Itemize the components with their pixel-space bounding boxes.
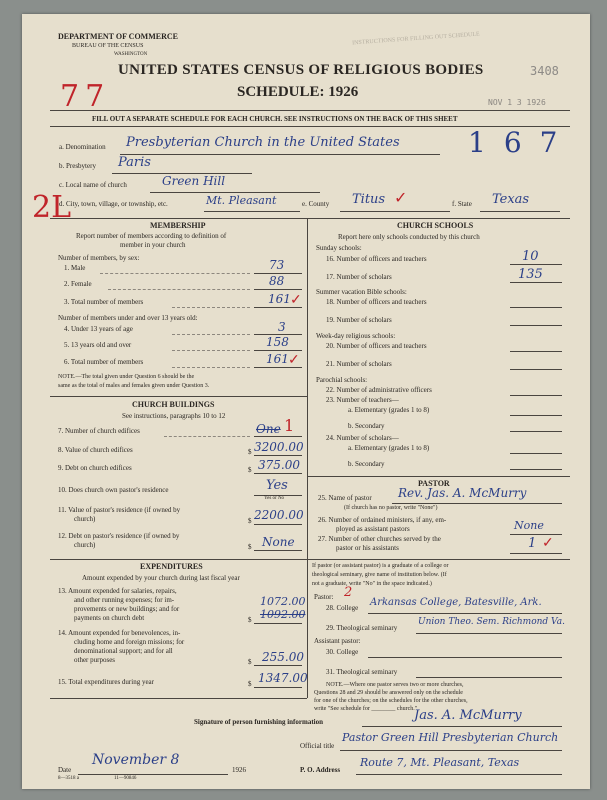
q9-label: 9. Debt on church edifices [58, 464, 132, 472]
q3-label: 3. Total number of members [64, 298, 144, 306]
census-form: DEPARTMENT OF COMMERCE BUREAU OF THE CENSUS WASHINGTON INSTRUCTIONS FOR FILLING OUT SCHEDULE 3408 UNITED STATES CENSUS OF RELIGIOUS BODIES 77 SCHEDULE: 1926 NOV 1 3 1926 FILL OUT A SEPARATE SCHEDULE FOR EACH CHURCH. SEE INSTRUCTIONS ON THE BACK OF THIS SHEET 2L a. Denomination Presbyterian Church in the United States 167 b. Presbytery Paris c. Local name of church Green Hill d. City, town, village, or township, etc. Mt. Pleasant e. County Titus ✓ f. State Texas MEMBERSHIP Report number of members according to definition of member in your church Number of members, by sex: 1. Male 73 2. Female 88 3. Total number of members 161 ✓ Number of members under and over 13 years old: 4. Under 13 years of age 3 5. 13 years old and over 158 6. Total number of members 161 ✓ NOTE.—The total given under Question 6 should be the same as the total of males and females given under Question 3. CHURCH BUILDINGS See instructions, paragraphs 10 to 12 7. Number of church edifices One 1 8. Value of church edifices $ 3200.00 9. Debt on church edifices $ 375.00 10. Does church own pastor's residence Yes Yes or No 11. Value of pastor's residence (if owned by church) $ 2200.00 12. Debt on pastor's residence (if owned by church) $ None EXPENDITURES Amount expended by your church during last fiscal year 13. Amount expended for salaries, repairs, and other running expenses; for im- provements or new buildings; and for payments on church debt 1072.00 $ 1092.00 14. Amount expended for benevolences, in- cluding home and foreign missions; for denominational support; and for all other purposes $ 255.00 15. Total expenditures during year $ 1347.00 CHURCH SCHOOLS Report here only schools conducted by this church Sunday schools: 16. Number of officers and teachers 10 17. Number of scholars 135 Summer vacation Bible schools: 18. Number of officers and teachers 19. Number of scholars Week-day religious schools: 20. Number of officers and teachers 21. Number of scholars Parochial schools: 22. Number of administrative officers 23. Number of teachers— a. Elementary (grades 1 to 8) b. Secondary 24. Number of scholars— a. Elementary (grades 1 to 8) b. Secondary PASTOR 25. Name of pastor Rev. Jas. A. McMurry (If church has no pastor, write "None") 26. Number of ordained ministers, if any, em- ployed as assistant pastors None 27. Number of other churches served by the pastor or his assistants 1 ✓ If pastor (or assistant pastor) is a graduate of a college or theological seminary, give name of institution below. (If not a graduate, write "No" in the space indicated.) Pastor: 2 28. College Arkansas College, Batesville, Ark. 29. Theological seminary Union Theo. Sem. Richmond Va. Assistant pastor: 30. College 31. Theological seminary NOTE.—Where one pastor serves two or more churches, Questions 28 and 29 should be answered only on the schedule for one of the churches; on the schedules for the other churches, write "See schedule for ________ church." Signature of person furnishing information Jas. A. McMurry Official title Pastor Green Hill Presbyterian Church Date November 8 1926 P. O. Address Route 7, Mt. Pleasant, Texas 8—3518 a 11—90846 [22, 14, 590, 789]
q27-label-1: 27. Number of other churches served by the [318, 535, 441, 543]
q4-value[interactable]: 3 [278, 320, 286, 334]
pastor-sub-label: Pastor: [314, 593, 334, 601]
presbytery-label: b. Presbytery [59, 162, 96, 170]
pastor-instruction-1: If pastor (or assistant pastor) is a graduate of a college or [312, 563, 449, 569]
pastor-mark: 2 [344, 585, 353, 600]
schools-intro: Report here only schools conducted by this church [338, 233, 480, 241]
q14-label-2: cluding home and foreign missions; for [74, 638, 185, 646]
membership-intro-1: Report number of members according to definition of [76, 232, 227, 240]
official-title-label: Official title [300, 742, 335, 750]
schools-title: CHURCH SCHOOLS [397, 221, 474, 230]
q27-label-2: pastor or his assistants [336, 544, 399, 552]
city-label-field: d. City, town, village, or township, etc. [59, 200, 168, 208]
schedule-title: SCHEDULE: 1926 [237, 84, 359, 100]
q24-label: 24. Number of scholars— [326, 434, 399, 442]
membership-note-2: same as the total of males and females given under Question 3. [58, 383, 210, 389]
q23b-label: b. Secondary [348, 422, 385, 430]
q13-label-3: provements or new buildings; and for [74, 605, 180, 613]
local-name-value[interactable]: Green Hill [162, 174, 226, 188]
year-value: 1926 [232, 766, 246, 774]
q15-label: 15. Total expenditures during year [58, 678, 154, 686]
q13-value-struck: 1072.00 [260, 595, 306, 608]
county-label: e. County [302, 200, 330, 208]
q25-label: 25. Name of pastor [318, 494, 372, 502]
q1-label: 1. Male [64, 264, 86, 272]
q11-label-2: church) [74, 515, 96, 523]
q6-label: 6. Total number of members [64, 358, 144, 366]
membership-title: MEMBERSHIP [150, 221, 206, 230]
assistant-label: Assistant pastor: [314, 637, 361, 645]
q28-value[interactable]: Arkansas College, Batesville, Ark. [370, 597, 542, 608]
expenditures-title: EXPENDITURES [140, 562, 203, 571]
q28-label: 28. College [326, 604, 359, 612]
q6-value[interactable]: 161 [266, 352, 289, 366]
q12-label-1: 12. Debt on pastor's residence (if owned by [58, 532, 180, 540]
check-mark-icon: ✓ [290, 293, 302, 308]
q5-value[interactable]: 158 [266, 335, 289, 349]
q25-value[interactable]: Rev. Jas. A. McMurry [398, 486, 527, 500]
form-code: 8—3518 a [58, 776, 79, 781]
q9-value[interactable]: 375.00 [258, 458, 300, 472]
q7-label: 7. Number of church edifices [58, 427, 140, 435]
q13-value[interactable]: 1092.00 [260, 608, 306, 621]
denomination-value[interactable]: Presbyterian Church in the United States [126, 135, 400, 150]
membership-note-1: NOTE.—The total given under Question 6 should be the [58, 374, 195, 380]
q1-value[interactable]: 73 [269, 258, 285, 272]
form-number: 3408 [530, 64, 559, 78]
vacation-label: Summer vacation Bible schools: [316, 288, 407, 296]
q5-label: 5. 13 years old and over [64, 341, 132, 349]
q26-label-2: ployed as assistant pastors [336, 525, 410, 533]
signature-value[interactable]: Jas. A. McMurry [414, 708, 522, 723]
pastor-note-3: for one of the churches; on the schedules for the other churches, [314, 698, 468, 704]
q14-label-1: 14. Amount expended for benevolences, in- [58, 629, 181, 637]
q23a-label: a. Elementary (grades 1 to 8) [348, 406, 430, 414]
q12-label-2: church) [74, 541, 96, 549]
q7-value[interactable]: 1 [284, 416, 295, 435]
bureau-label: BUREAU OF THE CENSUS [72, 43, 144, 49]
q2-value[interactable]: 88 [269, 274, 285, 288]
check-mark-icon: ✓ [288, 353, 300, 368]
pastor-title: PASTOR [418, 479, 450, 488]
parochial-label: Parochial schools: [316, 376, 368, 384]
by-age-label: Number of members under and over 13 years old: [58, 314, 198, 322]
q24a-label: a. Elementary (grades 1 to 8) [348, 444, 430, 452]
date-stamp: NOV 1 3 1926 [488, 98, 546, 107]
address-label: P. O. Address [300, 766, 341, 774]
q29-value[interactable]: Union Theo. Sem. Richmond Va. [418, 617, 565, 627]
q10-hint: Yes or No [264, 496, 285, 501]
address-value[interactable]: Route 7, Mt. Pleasant, Texas [360, 756, 520, 769]
q22-label: 22. Number of administrative officers [326, 386, 432, 394]
q3-value[interactable]: 161 [268, 292, 291, 306]
county-value[interactable]: Titus [352, 192, 386, 207]
by-sex-label: Number of members, by sex: [58, 254, 140, 262]
pastor-note-1: NOTE.—Where one pastor serves two or more churches, [326, 682, 464, 688]
form-title: UNITED STATES CENSUS OF RELIGIOUS BODIES [118, 62, 484, 78]
city-value[interactable]: Mt. Pleasant [206, 194, 277, 207]
bleed-through: INSTRUCTIONS FOR FILLING OUT SCHEDULE [351, 31, 480, 47]
check-mark-icon: ✓ [542, 536, 554, 551]
q14-label-4: other purposes [74, 656, 116, 664]
q19-label: 19. Number of scholars [326, 316, 392, 324]
q7-struck: One [256, 422, 281, 436]
q13-label-2: and other running expenses; for im- [74, 596, 175, 604]
membership-intro-2: member in your church [120, 241, 186, 249]
q12-value[interactable]: None [262, 535, 295, 549]
q21-label: 21. Number of scholars [326, 360, 392, 368]
dept-label: DEPARTMENT OF COMMERCE [58, 32, 179, 41]
q29-label: 29. Theological seminary [326, 624, 398, 632]
expenditures-subtitle: Amount expended by your church during last fiscal year [82, 574, 240, 582]
q23-label: 23. Number of teachers— [326, 396, 399, 404]
q25-hint: (If church has no pastor, write "None") [344, 505, 438, 511]
q15-value[interactable]: 1347.00 [258, 671, 308, 685]
q11-label-1: 11. Value of pastor's residence (if owned by [58, 506, 181, 514]
q17-value[interactable]: 135 [518, 267, 543, 282]
instruction-line: FILL OUT A SEPARATE SCHEDULE FOR EACH CHURCH. SEE INSTRUCTIONS ON THE BACK OF THIS SHEET [92, 115, 458, 123]
q26-value[interactable]: None [514, 519, 544, 532]
q16-label: 16. Number of officers and teachers [326, 255, 427, 263]
denomination-label: a. Denomination [59, 143, 106, 151]
q16-value[interactable]: 10 [522, 249, 539, 264]
check-mark-icon: ✓ [394, 190, 408, 207]
q30-label: 30. College [326, 648, 359, 656]
city-label: WASHINGTON [114, 52, 148, 57]
date-label: Date [58, 766, 72, 774]
pastor-note-2: Questions 28 and 29 should be answered only on the schedule [314, 690, 463, 696]
red-mark-number: 77 [60, 79, 111, 114]
q26-label-1: 26. Number of ordained ministers, if any, em- [318, 516, 447, 524]
q18-label: 18. Number of officers and teachers [326, 298, 427, 306]
q14-label-3: denominational support; and for all [74, 647, 173, 655]
q27-value[interactable]: 1 [528, 536, 537, 551]
red-side-mark: 2L [32, 190, 72, 225]
q8-label: 8. Value of church edifices [58, 446, 133, 454]
q20-label: 20. Number of officers and teachers [326, 342, 427, 350]
state-value[interactable]: Texas [492, 192, 530, 207]
q13-label-4: payments on church debt [74, 614, 145, 622]
q11-value[interactable]: 2200.00 [254, 508, 304, 522]
presbytery-value[interactable]: Paris [118, 155, 151, 170]
q2-label: 2. Female [64, 280, 92, 288]
form-code-2: 11—90846 [114, 776, 137, 781]
official-title-value[interactable]: Pastor Green Hill Presbyterian Church [342, 731, 559, 744]
q10-value[interactable]: Yes [266, 478, 288, 493]
local-name-label: c. Local name of church [59, 181, 127, 189]
signature-label: Signature of person furnishing information [194, 718, 323, 726]
q13-label-1: 13. Amount expended for salaries, repairs, [58, 587, 177, 595]
date-value[interactable]: November 8 [92, 752, 180, 768]
q4-label: 4. Under 13 years of age [64, 325, 133, 333]
q24b-label: b. Secondary [348, 460, 385, 468]
state-label: f. State [452, 200, 472, 208]
pastor-note-4: write "See schedule for ________ church." [314, 706, 418, 712]
denomination-code: 167 [468, 126, 576, 159]
q17-label: 17. Number of scholars [326, 273, 392, 281]
buildings-subtitle: See instructions, paragraphs 10 to 12 [122, 412, 226, 420]
q31-label: 31. Theological seminary [326, 668, 398, 676]
pastor-instruction-2: theological seminary, give name of institution below. (If [312, 572, 447, 578]
q14-value[interactable]: 255.00 [262, 650, 304, 664]
q8-value[interactable]: 3200.00 [254, 440, 304, 454]
buildings-title: CHURCH BUILDINGS [132, 400, 215, 409]
weekday-label: Week-day religious schools: [316, 332, 396, 340]
q10-label: 10. Does church own pastor's residence [58, 486, 169, 494]
pastor-instruction-3: not a graduate, write "No" in the space indicated.) [312, 581, 432, 587]
sunday-label: Sunday schools: [316, 244, 362, 252]
